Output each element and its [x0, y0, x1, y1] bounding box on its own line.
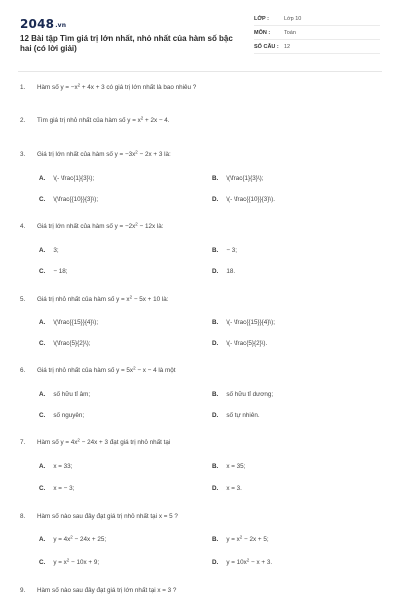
option-c[interactable]: C. $y = x^2 - 10x + 9$; — [39, 557, 100, 566]
question-text: Giá trị lớn nhất của hàm số $y = -2x^2 - 12x$ là: — [37, 221, 164, 230]
option-c[interactable]: C. − 18; — [39, 268, 68, 275]
option-b[interactable]: B. − 3; — [212, 247, 237, 254]
option-d[interactable]: D. \(- \frac{{10}}{3}\). — [212, 196, 275, 203]
question-text: Giá trị nhỏ nhất của hàm số $y = 5x^2 - x - 4$ là một — [37, 365, 176, 374]
option-d[interactable]: D. 18. — [212, 268, 236, 275]
option-a[interactable]: A. \(- \frac{1}{3}\); — [39, 175, 95, 182]
option-b[interactable]: B. $y = x^2 - 2x + 5$; — [212, 534, 269, 543]
meta-value: 12 — [284, 44, 291, 50]
option-d[interactable]: D. x = 3. — [212, 485, 242, 492]
logo-suffix: .vn — [55, 22, 67, 29]
question-number: 9. — [20, 587, 26, 594]
document-header — [0, 0, 400, 72]
option-a[interactable]: A. số hữu tỉ âm; — [39, 391, 91, 398]
question-number: 7. — [20, 439, 26, 446]
meta-row-grade — [254, 12, 380, 26]
option-a[interactable]: A. \(\frac{{15}}{4}\); — [39, 319, 99, 326]
question-text: Hàm số $y = 4x^2 - 24x + 3$ đạt giá trị nhỏ nhất tại — [37, 437, 171, 446]
option-d[interactable]: D. $y = 10x^2 - x + 3$. — [212, 557, 273, 566]
site-logo[interactable] — [20, 17, 66, 31]
question-number: 2. — [20, 117, 26, 124]
document-title: 12 Bài tập Tìm giá trị lớn nhất, nhỏ nhất của hàm số bậc hai (có lời giải) — [20, 34, 233, 53]
option-d[interactable]: D. số tự nhiên. — [212, 412, 260, 419]
question-text: Hàm số nào sau đây đạt giá trị lớn nhất tại x = 3 ? — [37, 587, 177, 594]
option-b[interactable]: B. \(- \frac{{15}}{4}\); — [212, 319, 275, 326]
meta-row-count — [254, 40, 380, 54]
option-b[interactable]: B. x = 35; — [212, 463, 246, 470]
option-c[interactable]: C. \(\frac{{10}}{3}\); — [39, 196, 99, 203]
meta-label: MÔN : — [254, 30, 271, 36]
meta-value: Toán — [284, 30, 296, 36]
question-number: 5. — [20, 296, 26, 303]
question-number: 8. — [20, 513, 26, 520]
option-d[interactable]: D. \(- \frac{5}{2}\). — [212, 340, 268, 347]
question-text: Tìm giá trị nhỏ nhất của hàm số $y = x^2 + 2x - 4$. — [37, 115, 170, 124]
option-c[interactable]: C. số nguyên; — [39, 412, 85, 419]
option-c[interactable]: C. \(\frac{5}{2}\); — [39, 340, 91, 347]
question-text: Giá trị lớn nhất của hàm số $y = -3x^2 - 2x + 3$ là: — [37, 149, 171, 158]
logo-text: 2048 — [20, 17, 55, 31]
question-number: 1. — [20, 84, 26, 91]
question-text: Giá trị nhỏ nhất của hàm số $y = x^2 - 5x + 10$ là: — [37, 294, 169, 303]
question-text: Hàm số nào sau đây đạt giá trị nhỏ nhất tại x = 5 ? — [37, 513, 178, 520]
question-number: 6. — [20, 367, 26, 374]
option-b[interactable]: B. số hữu tỉ dương; — [212, 391, 274, 398]
question-number: 3. — [20, 151, 26, 158]
option-a[interactable]: A. $y = 4x^2 - 24x + 25$; — [39, 534, 107, 543]
question-text: Hàm số $y = -x^2 + 4x + 3$ có giá trị lớn nhất là bao nhiêu ? — [37, 82, 197, 91]
meta-label: SỐ CÂU : — [254, 44, 279, 50]
header-divider — [18, 71, 382, 72]
option-b[interactable]: B. \(\frac{1}{3}\); — [212, 175, 264, 182]
meta-table — [254, 12, 380, 54]
option-a[interactable]: A. x = 33; — [39, 463, 73, 470]
meta-row-subject — [254, 26, 380, 40]
meta-value: Lớp 10 — [284, 16, 302, 22]
meta-label: LỚP : — [254, 16, 269, 22]
option-a[interactable]: A. 3; — [39, 247, 59, 254]
option-c[interactable]: C. x = − 3; — [39, 485, 75, 492]
question-number: 4. — [20, 223, 26, 230]
